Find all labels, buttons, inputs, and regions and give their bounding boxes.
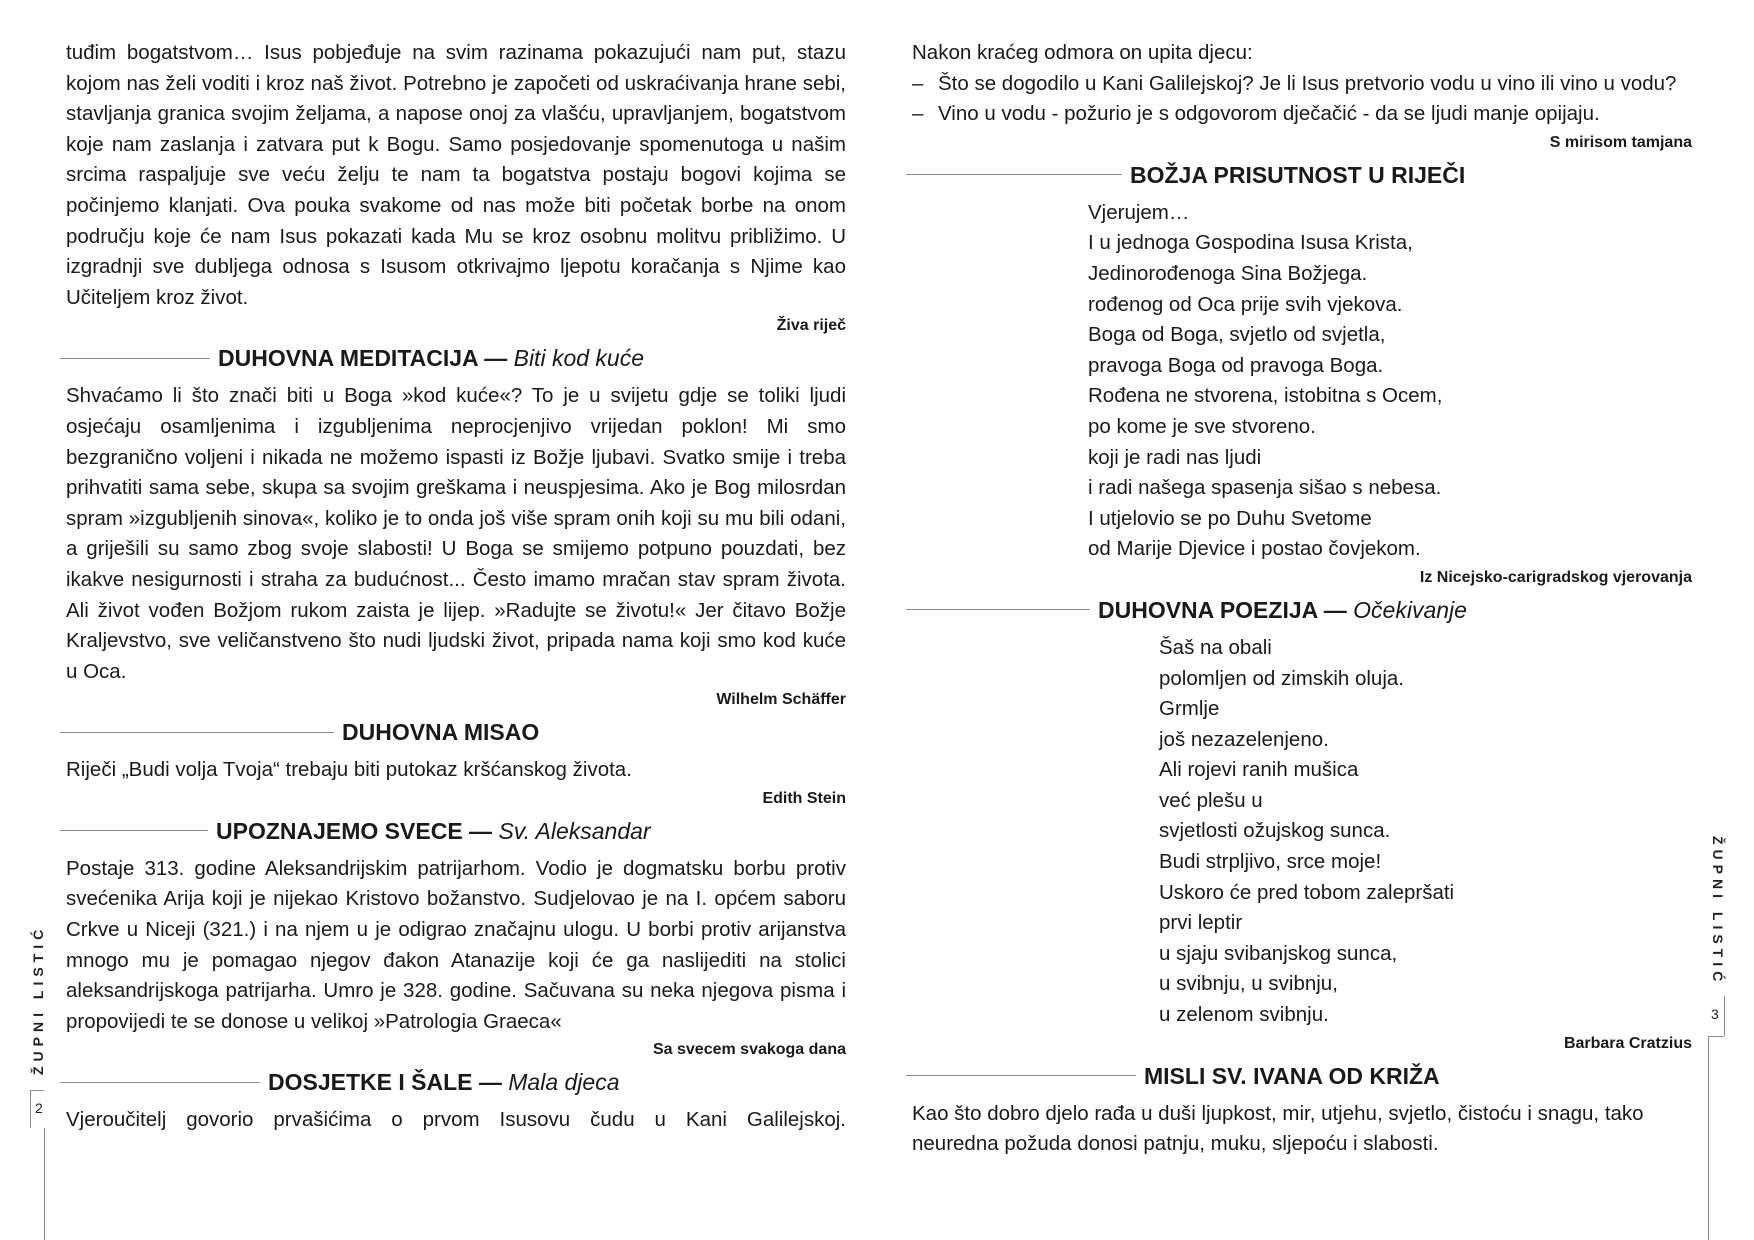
- dialog-item: – Što se dogodilo u Kani Galilejskoj? Je li Isus pretvorio vodu u vino ili vino u vodu?: [912, 69, 1692, 100]
- intro-source: Živa riječ: [776, 317, 846, 335]
- section-poetry: [912, 593, 1692, 627]
- thought-title: DUHOVNA MISAO: [342, 719, 540, 746]
- creed-verse: [912, 198, 1692, 565]
- jokes-subtitle: Mala djeca: [508, 1069, 620, 1096]
- john-text: Kao što dobro djelo rađa u duši ljupkost, mir, utjehu, svjetlo, čistoću i snagu, tako neuredna požuda donosi patnju, muku, sljepoću i slabosti.: [912, 1101, 1644, 1156]
- verse-line: pravoga Boga od pravoga Boga.: [1088, 353, 1384, 377]
- meditation-title: DUHOVNA MEDITACIJA —: [218, 345, 508, 372]
- side-tick-right: [1708, 1036, 1724, 1037]
- poem-line: Ali rojevi ranih mušica: [1159, 758, 1359, 782]
- john-title: MISLI SV. IVANA OD KRIŽA: [1144, 1062, 1440, 1089]
- section-meditation: [66, 341, 846, 375]
- saints-title: UPOZNAJEMO SVECE —: [216, 817, 493, 844]
- jokes-source: S mirisom tamjana: [1549, 133, 1692, 151]
- section-title: [1090, 593, 1467, 627]
- verse-line: Vjerujem…: [1088, 200, 1190, 224]
- verse-line: I utjelovio se po Duhu Svetome: [1088, 506, 1372, 530]
- poem-line: Šaš na obali: [1159, 635, 1272, 659]
- section-rule: [60, 830, 208, 831]
- poem-line: prvi leptir: [1159, 911, 1243, 935]
- intro-text: tuđim bogatstvom… Isus pobjeđuje na svim razinama pokazujući nam put, stazu kojom nas želi voditi i kroz naš život. Potrebno je započeti od uskraćivanja hrane sebi, stavljanja granica svojim željama, a napose onoj za vlašću, upravljanjem, bogatstvom koje nam zaslanja i zatvara put k Bogu. Samo posjedovanje spomenutoga u našim srcima raspaljuje sve veću želju te nam ta bogatstva postaju bogovi kojima se počinjemo klanjati. Ova pouka svakome od nas može biti početak borbe na onom području koje će nam Isus pokazati kada Mu se kroz osobnu molitvu približimo. U izgradnji sve dubljega odnosa s Isusom otkrivajmo ljepotu koračanja s Njime kao Učiteljem kroz život.: [66, 41, 846, 309]
- jokes-title: DOSJETKE I ŠALE —: [268, 1069, 502, 1096]
- poem-line: Budi strpljivo, srce moje!: [1159, 850, 1382, 874]
- word-source: Iz Nicejsko-carigradskog vjerovanja: [1419, 568, 1692, 586]
- poem-line: polomljen od zimskih oluja.: [1159, 666, 1404, 690]
- poem-line: u sjaju svibanjskog sunca,: [1159, 941, 1398, 965]
- section-rule: [906, 1075, 1136, 1076]
- section-thought: [66, 715, 846, 749]
- jokes-dialog: [912, 69, 1692, 130]
- meditation-subtitle: Biti kod kuće: [513, 345, 645, 372]
- section-word: [912, 158, 1692, 192]
- side-label-left: ŽUPNI LISTIĆ: [30, 924, 46, 1075]
- verse-line: od Marije Djevice i postao čovjekom.: [1088, 537, 1421, 561]
- poem-line: Uskoro će pred tobom zalepršati: [1159, 880, 1455, 904]
- poem-line: u svibnju, u svibnju,: [1159, 972, 1338, 996]
- side-tab-border-left: [30, 1090, 31, 1128]
- verse-line: koji je radi nas ljudi: [1088, 445, 1262, 469]
- section-rule: [60, 1082, 260, 1083]
- side-label-right: ŽUPNI LISTIĆ: [1710, 836, 1726, 987]
- page-number-right: 3: [1711, 1006, 1719, 1022]
- jokes-text: Vjeroučitelj govorio prvašićima o prvom Isusovu čudu u Kani Galilejskoj.: [66, 1108, 846, 1132]
- dialog-item: – Vino u vodu - požurio je s odgovorom dječačić - da se ljudi manje opijaju.: [912, 99, 1692, 130]
- word-title: BOŽJA PRISUTNOST U RIJEČI: [1130, 161, 1466, 188]
- section-jokes: [66, 1065, 846, 1099]
- poetry-subtitle: Očekivanje: [1353, 596, 1467, 623]
- right-page: [912, 38, 1692, 1160]
- section-rule: [906, 609, 1090, 610]
- verse-line: po kome je sve stvoreno.: [1088, 414, 1316, 438]
- poem-line: Grmlje: [1159, 697, 1220, 721]
- poem: [912, 633, 1692, 1031]
- section-rule: [60, 732, 334, 733]
- section-title: [208, 814, 651, 848]
- page-number-left: 2: [35, 1100, 43, 1116]
- verse-line: i radi našega spasenja sišao s nebesa.: [1088, 476, 1442, 500]
- section-title: [260, 1065, 620, 1099]
- verse-line: I u jednoga Gospodina Isusa Krista,: [1088, 231, 1413, 255]
- section-rule: [60, 358, 210, 359]
- poem-line: u zelenom svibnju.: [1159, 1003, 1329, 1027]
- thought-source: Edith Stein: [762, 789, 846, 807]
- verse-line: Boga od Boga, svjetlo od svjetla,: [1088, 323, 1386, 347]
- side-tab-border-right: [1724, 996, 1725, 1036]
- poetry-source: Barbara Cratzius: [1563, 1034, 1692, 1052]
- verse-line: Rođena ne stvorena, istobitna s Ocem,: [1088, 384, 1443, 408]
- section-saints: [66, 814, 846, 848]
- poem-line: svjetlosti ožujskog sunca.: [1159, 819, 1391, 843]
- side-tick-left: [30, 1090, 44, 1091]
- side-line-right: [1708, 1036, 1709, 1240]
- poem-line: već plešu u: [1159, 788, 1263, 812]
- jokes-cont-intro: Nakon kraćeg odmora on upita djecu:: [912, 41, 1253, 64]
- left-page: [66, 38, 846, 1136]
- thought-text: Riječi „Budi volja Tvoja“ trebaju biti putokaz kršćanskog života.: [66, 758, 632, 782]
- section-title: [210, 341, 644, 375]
- saints-subtitle: Sv. Aleksandar: [498, 817, 651, 844]
- poetry-title: DUHOVNA POEZIJA —: [1098, 596, 1347, 623]
- section-john: [912, 1059, 1692, 1093]
- saints-source: Sa svecem svakoga dana: [652, 1041, 846, 1059]
- section-rule: [906, 174, 1122, 175]
- saints-text: Postaje 313. godine Aleksandrijskim patrijarhom. Vodio je dogmatsku borbu protiv svećenika Arija koji je nijekao Kristovo božanstvo. Sudjelovao je na I. općem saboru Crkve u Niceji (321.) i na njem u je odigrao značajnu ulogu. U borbi protiv arijanstva mnogo mu je pomagao njegov đakon Atanazije koji će ga naslijediti na stolici aleksandrijskoga patrijarha. Umro je 328. godine. Sačuvana su neka njegova pisma i propovijedi te se donose u velikoj »Patrologia Graeca«: [66, 856, 846, 1033]
- meditation-text: Shvaćamo li što znači biti u Boga »kod kuće«? To je u svijetu gdje se toliki ljudi osjećaju osamljenima i izgubljenima neprocjenjivo vrijedan poklon! Mi smo bezgranično voljeni i nikada ne možemo ispasti iz Božje ljubavi. Svatko smije i treba prihvatiti sama sebe, skupa sa svojim greškama i neuspjesima. Ako je Bog milosrdan spram »izgubljenih sinova«, koliko je to onda još više spram onih koji su mu bili odani, a griješili su samo zbog svoje slabosti! U Boga se smijemo potpuno pouzdati, bez ikakve nesigurnosti i straha za budućnost... Često imamo mračan stav spram života. Ali život vođen Božjom rukom zaista je lijep. »Radujte se životu!« Jer čitavo Božje Kraljevstvo, sve veličanstveno što nudi ljudski život, pripada nama koji smo kod kuće u Oca.: [66, 384, 846, 683]
- verse-line: rođenog od Oca prije svih vjekova.: [1088, 292, 1403, 316]
- meditation-source: Wilhelm Schäffer: [716, 691, 846, 709]
- verse-line: Jedinorođenoga Sina Božjega.: [1088, 261, 1368, 285]
- poem-line: još nezazelenjeno.: [1159, 727, 1329, 751]
- side-line-left: [44, 1128, 45, 1240]
